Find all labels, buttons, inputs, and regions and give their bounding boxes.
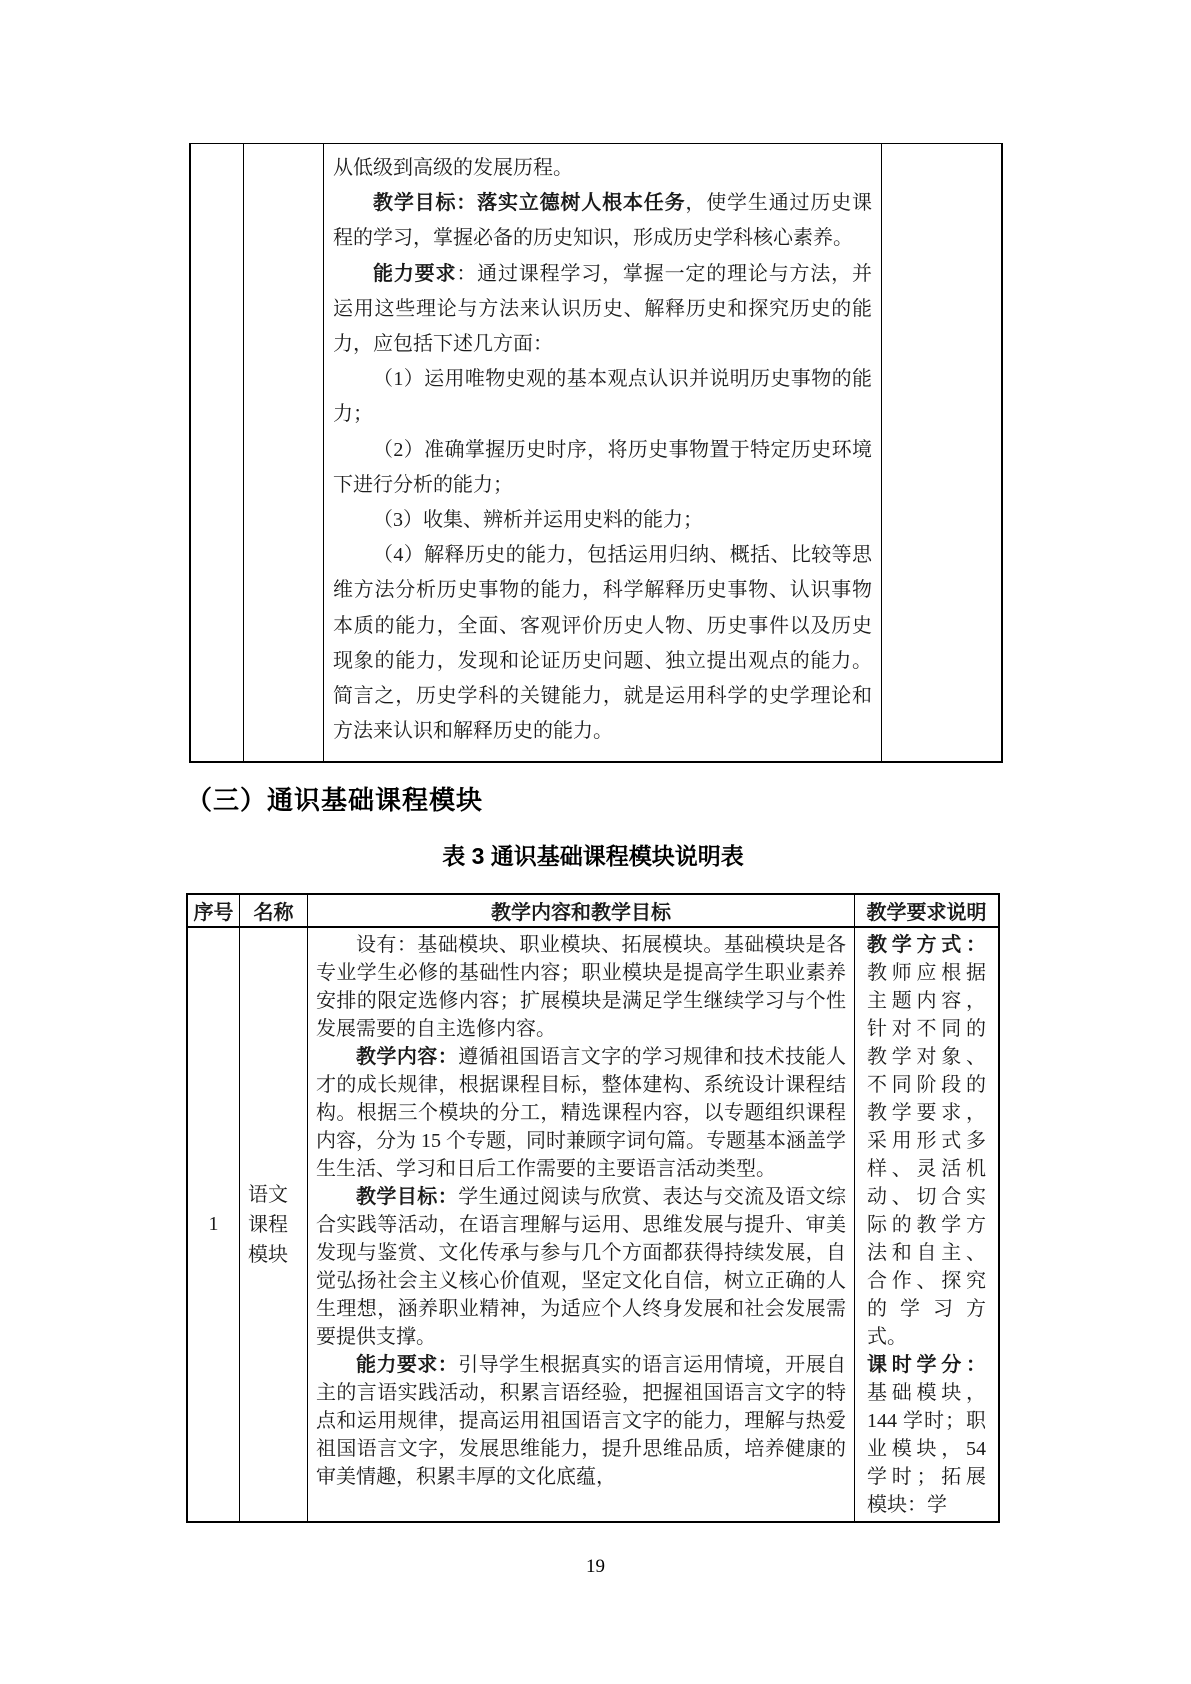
page-number: 19 — [586, 1556, 605, 1577]
table3-row1-no: 1 — [188, 928, 240, 1521]
paragraph: 教学方式：教师应根据主题内容，针对不同的教学对象、不同阶段的教学要求，采用形式多样、灵活机动、切合实际的教学方法和自主、合作、探究的学习方式。 — [867, 934, 986, 1348]
table3-header-no: 序号 — [188, 895, 240, 928]
paragraph: （4）解释历史的能力，包括运用归纳、概括、比较等思维方法分析历史事物的能力，科学解释历史事物、认识事物本质的能力，全面、客观评价历史人物、历史事件以及历史现象的能力，发现和论证历史问题、独立提出观点的能力。简言之，历史学科的关键能力，就是运用科学的史学理论和方法来认识和解释历史的能力。 — [333, 544, 872, 743]
table3-header-requirement: 教学要求说明 — [855, 895, 998, 928]
paragraph: 能力要求：通过课程学习，掌握一定的理论与方法，并运用这些理论与方法来认识历史、解释历史和探究历史的能力，应包括下述几方面： — [333, 262, 873, 356]
paragraph: （1）运用唯物史观的基本观点认识并说明历史事物的能力； — [333, 368, 872, 426]
section-heading: （三）通识基础课程模块 — [186, 785, 484, 815]
history-no-cell — [191, 144, 244, 761]
paragraph: 教学内容：遵循祖国语言文字的学习规律和技术技能人才的成长规律，根据课程目标，整体建构、系统设计课程结构。根据三个模块的分工，精选课程内容，以专题组织课程内容，分为 15 个专题，同时兼顾字词句篇。专题基本涵盖学生生活、学习和日后工作需要的主要语言活动类型。 — [316, 1046, 847, 1180]
paragraph: 从低级到高级的发展历程。 — [333, 157, 573, 179]
paragraph: 教学目标：落实立德树人根本任务，使学生通过历史课程的学习，掌握必备的历史知识，形成历史学科核心素养。 — [333, 192, 873, 250]
history-content-cell — [324, 144, 882, 761]
table3-row1-requirement-cell — [855, 928, 998, 1521]
history-requirement-cell — [882, 144, 1001, 761]
paragraph: 设有：基础模块、职业模块、拓展模块。基础模块是各专业学生必修的基础性内容；职业模块是提高学生职业素养安排的限定选修内容；扩展模块是满足学生继续学习与个性发展需要的自主选修内容。 — [316, 934, 846, 1040]
history-name-cell — [244, 144, 324, 761]
table3-header-content: 教学内容和教学目标 — [308, 895, 855, 928]
paragraph: （3）收集、辨析并运用史料的能力； — [373, 509, 703, 532]
paragraph: （2）准确掌握历史时序，将历史事物置于特定历史环境下进行分析的能力； — [333, 438, 872, 496]
general-basic-course-table — [186, 893, 1000, 1523]
paragraph: 课时学分：基础模块，144 学时；职业模块，54 学时；拓展模块：学 — [867, 1354, 986, 1516]
table3-row1-content-cell — [308, 928, 855, 1521]
table3-row1-name: 语文课程模块 — [240, 928, 308, 1521]
paragraph: 教学目标：学生通过阅读与欣赏、表达与交流及语文综合实践等活动，在语言理解与运用、思维发展与提升、审美发现与鉴赏、文化传承与参与几个方面都获得持续发展，自觉弘扬社会主义核心价值观，坚定文化自信，树立正确的人生理想，涵养职业精神，为适应个人终身发展和社会发展需要提供支撑。 — [316, 1186, 847, 1348]
table3-caption: 表 3 通识基础课程模块说明表 — [442, 843, 744, 869]
history-module-table — [189, 143, 1003, 763]
table3-header-name: 名称 — [240, 895, 308, 928]
paragraph: 能力要求：引导学生根据真实的语言运用情境，开展自主的言语实践活动，积累言语经验，把握祖国语言文字的特点和运用规律，提高运用祖国语言文字的能力，理解与热爱祖国语言文字，发展思维能力，提升思维品质，培养健康的审美情趣，积累丰厚的文化底蕴， — [316, 1354, 847, 1488]
